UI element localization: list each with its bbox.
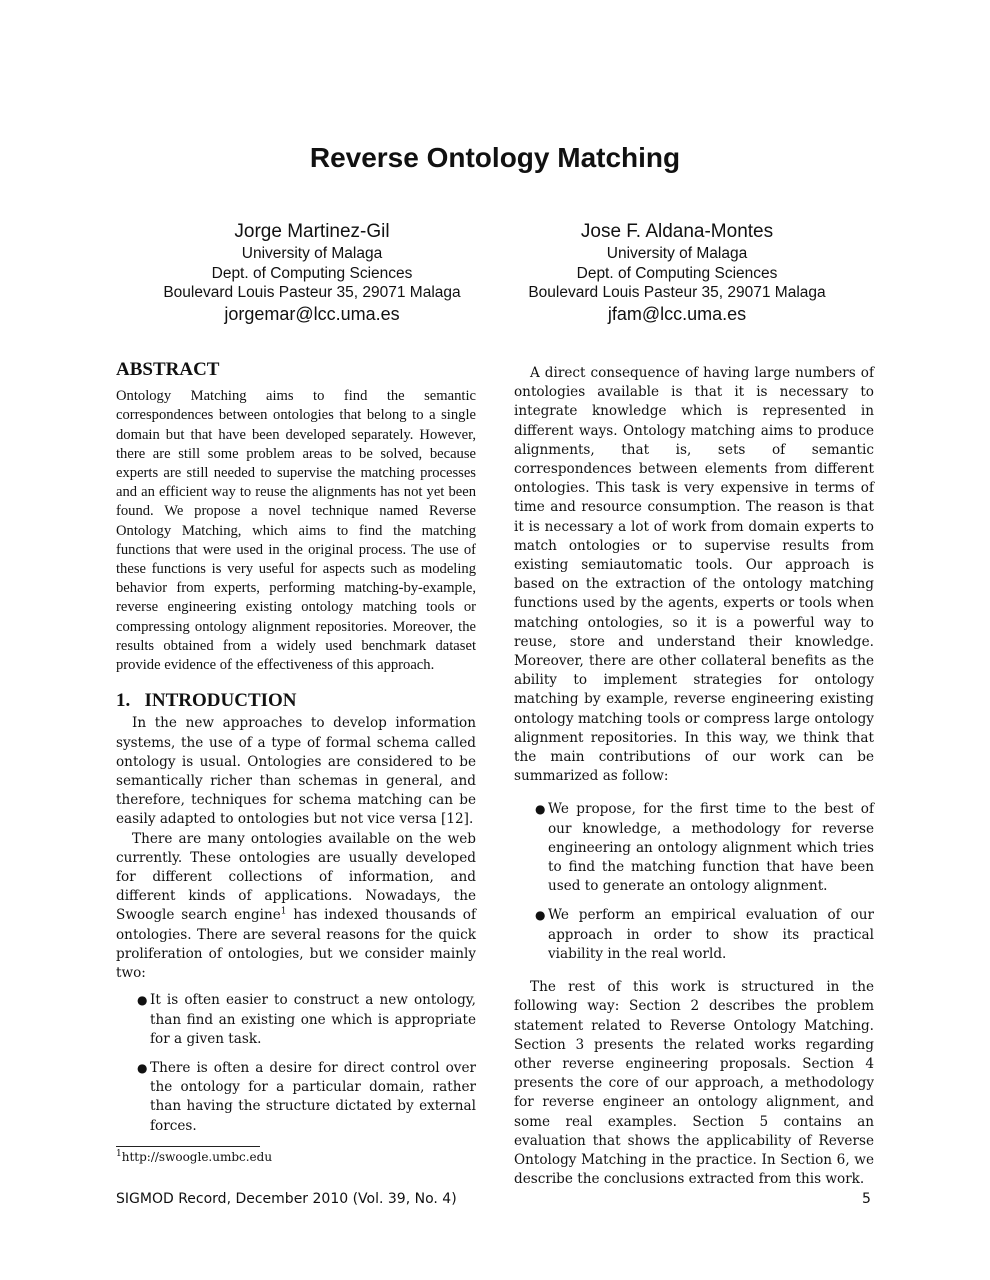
list-item-text: We propose, for the first time to the best of our knowledge, a methodology for reverse engineering an ontology alignment which tries to find the matching function that have been used to generate an ontology alignment. <box>548 801 874 895</box>
footnote-text: http://swoogle.umbc.edu <box>121 1150 273 1164</box>
bullet-icon: ● <box>535 908 546 923</box>
list-item-text: It is often easier to construct a new ontology, than find an existing one which is appropriate for a given task. <box>150 992 476 1047</box>
author-block-2 <box>487 220 867 325</box>
author-dept: Dept. of Computing Sciences <box>211 264 413 282</box>
page-number: 5 <box>862 1191 871 1207</box>
section-heading: 1. INTRODUCTION <box>116 690 297 712</box>
paragraph-text: has indexed thousands of ontologies. There are several reasons for the quick proliferation of ontologies, but we consider mainly two: <box>116 907 476 982</box>
list-item <box>137 1059 476 1136</box>
left-column <box>116 360 476 1146</box>
author-dept: Dept. of Computing Sciences <box>576 264 778 282</box>
paragraph: The rest of this work is structured in the following way: Section 2 describes the problem statement related to Reverse Ontology Matching. Section 3 presents the related works regarding other reverse engineering proposals. Section 4 presents the core of our approach, a methodology for reverse engineer an ontology alignment, and some real examples. Section 5 contains an evaluation that shows the applicability of Reverse Ontology Matching in the practice. In Section 6, we describe the conclusions extracted from this work. <box>514 979 874 1188</box>
bullet-icon: ● <box>137 1060 148 1075</box>
paper-title: Reverse Ontology Matching <box>309 142 681 173</box>
author-affiliation: University of Malaga <box>606 245 748 262</box>
author-address: Boulevard Louis Pasteur 35, 29071 Malaga <box>528 284 826 301</box>
author-block-1 <box>122 220 502 325</box>
abstract-text: Ontology Matching aims to find the semantic correspondences between ontologies that belong to a single domain but that have been developed separately. However, there are still some problem areas to be solved, because experts are still needed to supervise the matching processes and an efficient way to reuse the alignments has not yet been found. We propose a novel technique named Reverse Ontology Matching, which aims to find the matching functions that were used in the original process. The use of these functions is very useful for aspects such as modeling behavior from experts, performing matching-by-example, reverse engineering existing ontology matching tools or compressing ontology alignment repositories. Moreover, the results obtained from a widely used benchmark dataset provide evidence of the effectiveness of this approach. <box>116 388 476 674</box>
abstract-section <box>116 360 476 675</box>
footer-venue: SIGMOD Record, December 2010 (Vol. 39, No. 4) <box>116 1191 457 1207</box>
footnote-marker: 1 <box>280 906 287 917</box>
list-item <box>535 906 874 964</box>
bullet-icon: ● <box>535 802 546 817</box>
paragraph: A direct consequence of having large numbers of ontologies available is that it is necessary to integrate knowledge which is represented in different ways. Ontology matching aims to produce alignments, that is, sets of semantic correspondences between elements from different ontologies. This task is very expensive in terms of time and resource consumption. The reason is that it is necessary a lot of work from domain experts to match ontologies or to supervise results from existing semiautomatic tools. Our approach is based on the extraction of the ontology matching functions used by the agents, experts or tools when matching ontologies, so it is a powerful way to reuse, store and understand their knowledge. Moreover, there are other collateral benefits as the ability to implement strategies for ontology matching by example, reverse engineering existing ontology matching tools or compress large ontology alignment repositories. In this way, we think that the main contributions of our work can be summarized as follow: <box>514 365 874 785</box>
author-name: Jorge Martinez-Gil <box>234 221 390 242</box>
list-item-text: We perform an empirical evaluation of our approach in order to show its practical viability in the real world. <box>548 907 874 962</box>
footnote <box>116 1150 272 1164</box>
paragraph <box>116 830 476 984</box>
list-item-text: There is often a desire for direct control over the ontology for a particular domain, rather than having the structure dictated by external forces. <box>150 1059 476 1134</box>
list-item <box>137 991 476 1049</box>
abstract-heading: ABSTRACT <box>116 359 220 380</box>
author-email: jfam@lcc.uma.es <box>607 303 747 324</box>
footnote-divider <box>116 1146 260 1147</box>
bullet-icon: ● <box>137 993 148 1008</box>
right-column <box>514 364 874 1189</box>
paragraph-text: There are many ontologies available on the web currently. These ontologies are usually developed for different collections of information, and different kinds of applications. Nowadays, the Swoogle search engine <box>116 830 476 924</box>
footnote-mark: 1 <box>116 1149 122 1159</box>
author-affiliation: University of Malaga <box>241 245 383 262</box>
author-name: Jose F. Aldana-Montes <box>580 221 774 242</box>
introduction-section <box>116 691 476 1135</box>
author-email: jorgemar@lcc.uma.es <box>224 303 400 324</box>
list-item <box>535 800 874 896</box>
bullet-list <box>514 800 874 964</box>
paragraph: In the new approaches to develop information systems, the use of a type of formal schema called ontology is usual. Ontologies are considered to be semantically richer than schemas in general, and therefore, techniques for schema matching can be easily adapted to ontologies but not vice versa [12]. <box>116 715 476 828</box>
bullet-list <box>116 991 476 1135</box>
author-address: Boulevard Louis Pasteur 35, 29071 Malaga <box>163 284 461 301</box>
